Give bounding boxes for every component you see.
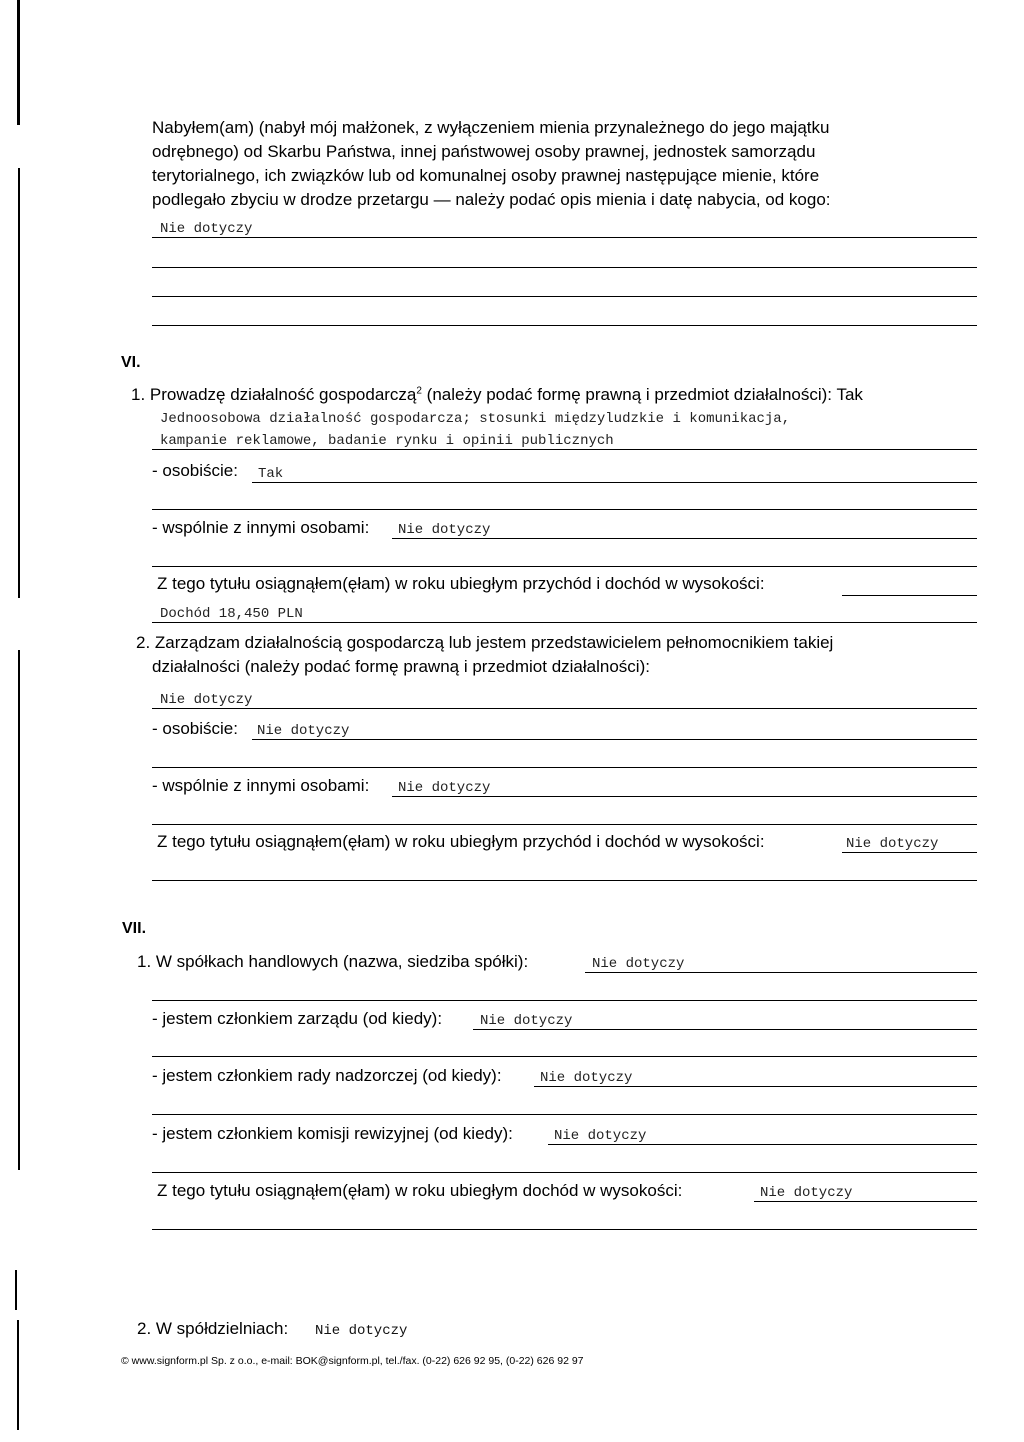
answer-line bbox=[754, 1201, 977, 1202]
scan-edge-mark bbox=[18, 168, 20, 598]
vii-board-label: - jestem członkiem zarządu (od kiedy): bbox=[152, 1009, 443, 1028]
vi-item2-line2: działalności (należy podać formę prawną i przedmiot działalności): bbox=[152, 657, 650, 676]
answer-line bbox=[152, 325, 977, 326]
answer-line bbox=[842, 852, 977, 853]
vii-item2-value: Nie dotyczy bbox=[315, 1323, 408, 1339]
vii-audit-label: - jestem członkiem komisji rewizyjnej (od kiedy): bbox=[152, 1124, 513, 1143]
answer-line bbox=[152, 566, 977, 567]
answer-line bbox=[152, 824, 977, 825]
vi-item1-personal-label: - osobiście: bbox=[152, 461, 238, 480]
vi-item1-answer-line2: kampanie reklamowe, badanie rynku i opinii publicznych bbox=[160, 433, 614, 449]
footnote-ref: 2 bbox=[416, 385, 422, 397]
vi-item1-text-before: 1. Prowadzę działalność gospodarczą bbox=[131, 385, 417, 404]
answer-line bbox=[842, 595, 977, 596]
answer-line bbox=[473, 1029, 977, 1030]
vi-item1-income-label: Z tego tytułu osiągnąłem(ęłam) w roku ubiegłym przychód i dochód w wysokości: bbox=[157, 574, 765, 593]
vii-item1-label: 1. W spółkach handlowych (nazwa, siedziba spółki): bbox=[137, 952, 529, 971]
vi-item1-text bbox=[131, 384, 863, 406]
vii-income-label: Z tego tytułu osiągnąłem(ęłam) w roku ubiegłym dochód w wysokości: bbox=[157, 1181, 683, 1200]
answer-line bbox=[252, 739, 977, 740]
intro-line-1: Nabyłem(am) (nabył mój małżonek, z wyłączeniem mienia przynależnego do jego majątku bbox=[152, 118, 830, 137]
intro-line-3: terytorialnego, ich związków lub od komunalnej osoby prawnej następujące mienie, które bbox=[152, 166, 820, 185]
answer-line bbox=[152, 1056, 977, 1057]
answer-line bbox=[392, 538, 977, 539]
scan-edge-mark bbox=[18, 650, 20, 1170]
answer-line bbox=[585, 972, 977, 973]
answer-line bbox=[152, 267, 977, 268]
vii-board-value: Nie dotyczy bbox=[480, 1013, 573, 1029]
vi-item2-answer: Nie dotyczy bbox=[160, 692, 253, 708]
answer-line bbox=[152, 296, 977, 297]
vi-item2-personal-value: Nie dotyczy bbox=[257, 723, 350, 739]
answer-line bbox=[152, 1229, 977, 1230]
answer-line bbox=[152, 509, 977, 510]
vii-supervisory-value: Nie dotyczy bbox=[540, 1070, 633, 1086]
scan-edge-mark bbox=[15, 1270, 17, 1310]
vi-item1-text-after: (należy podać formę prawną i przedmiot działalności): Tak bbox=[421, 385, 863, 404]
answer-line bbox=[534, 1086, 977, 1087]
scan-edge-mark bbox=[17, 1320, 19, 1430]
intro-line-2: odrębnego) od Skarbu Państwa, innej państwowej osoby prawnej, jednostek samorządu bbox=[152, 142, 816, 161]
scan-edge-mark bbox=[17, 0, 20, 125]
answer-line bbox=[152, 622, 977, 623]
vii-income-value: Nie dotyczy bbox=[760, 1185, 853, 1201]
vi-item1-income-value: Dochód 18,450 PLN bbox=[160, 606, 303, 622]
answer-line bbox=[152, 767, 977, 768]
intro-line-4: podlegało zbyciu w drodze przetargu — należy podać opis mienia i datę nabycia, od kogo: bbox=[152, 190, 831, 209]
answer-line bbox=[152, 1114, 977, 1115]
vi-item2-joint-label: - wspólnie z innymi osobami: bbox=[152, 776, 370, 795]
vi-item2-joint-value: Nie dotyczy bbox=[398, 780, 491, 796]
vi-item2-personal-label: - osobiście: bbox=[152, 719, 238, 738]
answer-line bbox=[152, 1000, 977, 1001]
answer-line bbox=[392, 796, 977, 797]
vii-supervisory-label: - jestem członkiem rady nadzorczej (od kiedy): bbox=[152, 1066, 502, 1085]
section-vii-heading: VII. bbox=[122, 920, 147, 937]
answer-line bbox=[152, 237, 977, 238]
answer-line bbox=[252, 482, 977, 483]
footer-copyright: © www.signform.pl Sp. z o.o., e-mail: BOK@signform.pl, tel./fax. (0-22) 626 92 95, (0-22) 626 92 97 bbox=[121, 1355, 584, 1367]
vi-item1-answer-line1: Jednoosobowa działalność gospodarcza; stosunki międzyludzkie i komunikacja, bbox=[160, 411, 791, 427]
vi-item1-personal-value: Tak bbox=[258, 466, 284, 482]
intro-answer: Nie dotyczy bbox=[160, 221, 253, 237]
vi-item2-line1: 2. Zarządzam działalnością gospodarczą lub jestem przedstawicielem pełnomocnikiem takiej bbox=[136, 633, 834, 652]
vii-item2-label: 2. W spółdzielniach: bbox=[137, 1319, 289, 1338]
answer-line bbox=[548, 1144, 977, 1145]
vii-item1-value: Nie dotyczy bbox=[592, 956, 685, 972]
vi-item2-income-label: Z tego tytułu osiągnąłem(ęłam) w roku ubiegłym przychód i dochód w wysokości: bbox=[157, 832, 765, 851]
section-vi-heading: VI. bbox=[121, 354, 141, 371]
vi-item1-joint-label: - wspólnie z innymi osobami: bbox=[152, 518, 370, 537]
vii-audit-value: Nie dotyczy bbox=[554, 1128, 647, 1144]
vi-item1-joint-value: Nie dotyczy bbox=[398, 522, 491, 538]
answer-line bbox=[152, 880, 977, 881]
answer-line bbox=[152, 708, 977, 709]
vi-item2-income-value: Nie dotyczy bbox=[846, 836, 939, 852]
answer-line bbox=[152, 449, 977, 450]
answer-line bbox=[152, 1172, 977, 1173]
